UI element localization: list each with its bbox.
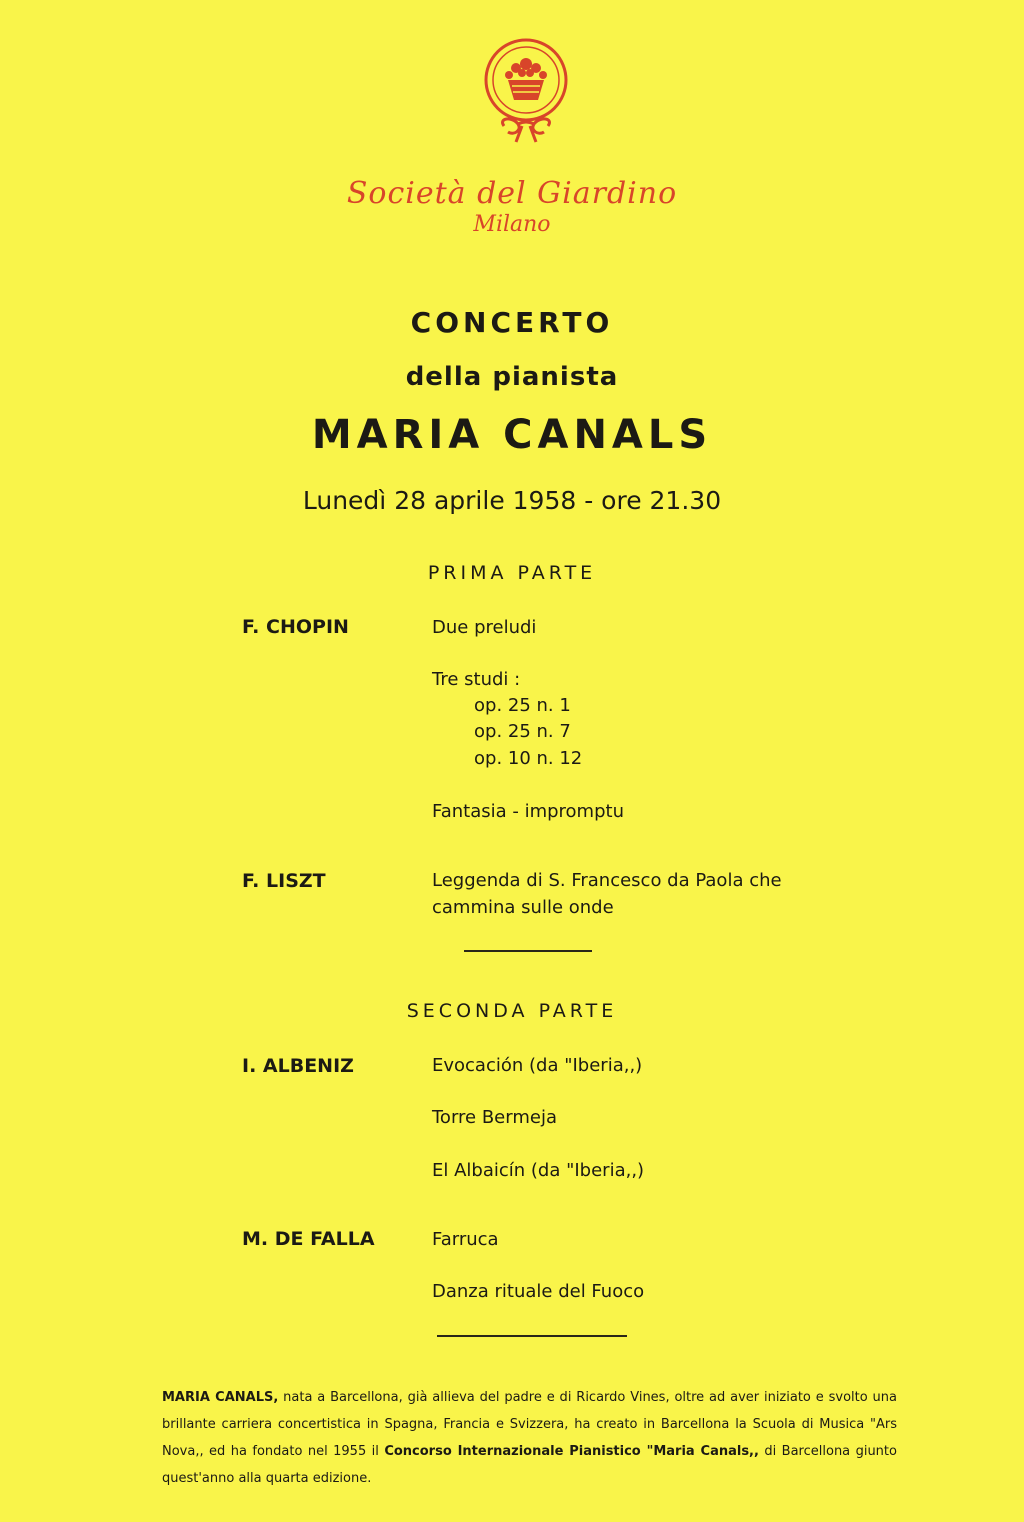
bio-text-2: di Barcellona giunto quest'anno alla quarta edizione. <box>162 1444 897 1486</box>
bio-name: MARIA CANALS, <box>162 1390 279 1405</box>
part2-heading: SECONDA PARTE <box>406 1000 618 1022</box>
piece-torre-bermeja: Torre Bermeja <box>432 1107 557 1128</box>
composer-liszt: F. LISZT <box>242 870 326 892</box>
concert-subtitle: della pianista <box>405 362 619 392</box>
section-divider <box>464 950 592 952</box>
bio-text-1: nata a Barcellona, già allieva del padre e di Ricardo Vines, oltre ad aver iniziato e svolto una brillante carriera concertistica in Spagna, Francia e Svizzera, ha creato in Barcellona la Scuola di Musica "Ars Nova,, ed ha fondato nel 1955 il <box>162 1390 897 1459</box>
concert-title: CONCERTO <box>410 306 614 339</box>
piece-leggenda-line1: Leggenda di S. Francesco da Paola che <box>432 870 782 891</box>
piece-el-albaicin: El Albaicín (da "Iberia,,) <box>432 1160 645 1181</box>
piece-fantasia-impromptu: Fantasia - impromptu <box>432 801 624 822</box>
performer-biography <box>162 1384 897 1492</box>
study-op25-n1: op. 25 n. 1 <box>474 695 571 716</box>
concert-date: Lunedì 28 aprile 1958 - ore 21.30 <box>302 486 722 515</box>
study-op25-n7: op. 25 n. 7 <box>474 721 571 742</box>
section-divider <box>437 1335 627 1337</box>
bio-contest: Concorso Internazionale Pianistico "Maria Canals,, <box>384 1444 759 1459</box>
piece-tre-studi: Tre studi : <box>432 669 521 690</box>
piece-farruca: Farruca <box>432 1229 499 1250</box>
society-name: Società del Giardino <box>346 176 678 211</box>
study-op10-n12: op. 10 n. 12 <box>474 748 583 769</box>
composer-de-falla: M. DE FALLA <box>242 1228 375 1250</box>
composer-chopin: F. CHOPIN <box>242 616 349 638</box>
performer-name: MARIA CANALS <box>311 412 713 458</box>
piece-danza-rituale: Danza rituale del Fuoco <box>432 1281 645 1302</box>
society-city: Milano <box>473 212 551 237</box>
society-emblem-icon <box>478 36 574 148</box>
piece-evocacion: Evocación (da "Iberia,,) <box>432 1055 643 1076</box>
composer-albeniz: I. ALBENIZ <box>242 1055 354 1077</box>
piece-leggenda-line2: cammina sulle onde <box>432 897 614 918</box>
part1-heading: PRIMA PARTE <box>427 562 597 584</box>
piece-due-preludi: Due preludi <box>432 617 537 638</box>
